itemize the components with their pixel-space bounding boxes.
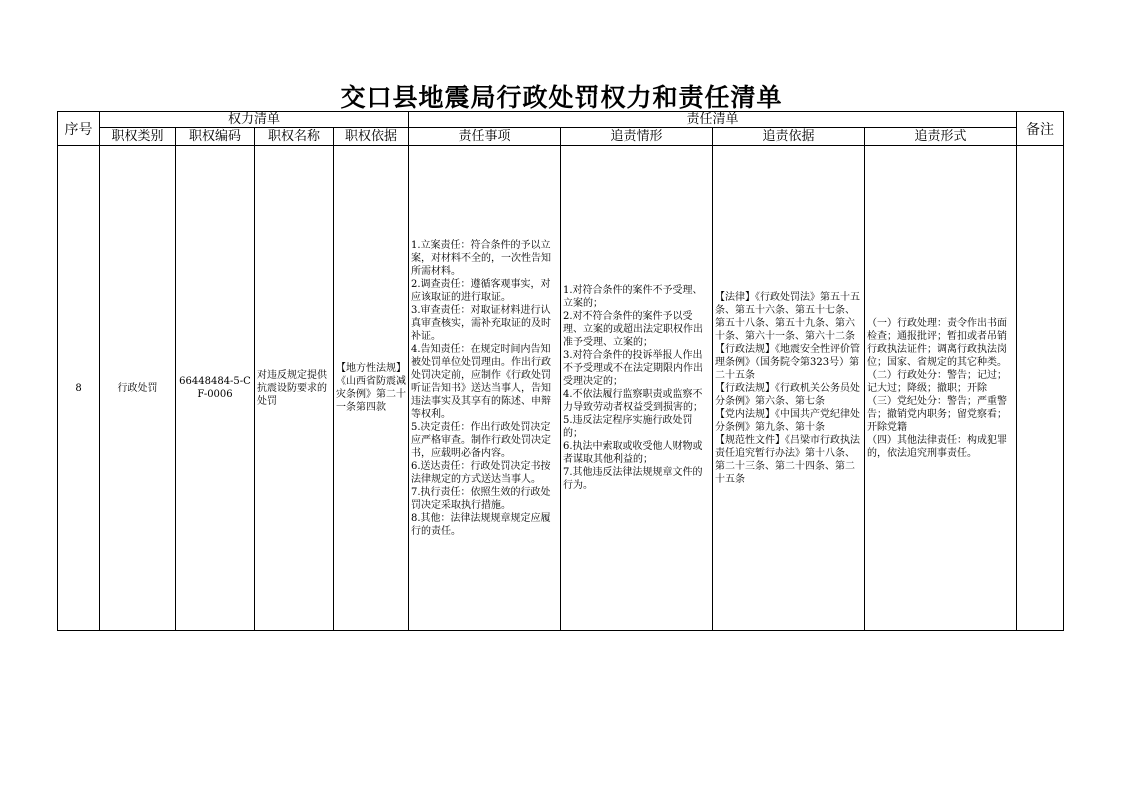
header-remark: 备注	[1017, 112, 1064, 146]
page-title: 交口县地震局行政处罚权力和责任清单	[340, 83, 783, 112]
header-seq: 序号	[58, 112, 100, 146]
cell-basis: 【地方性法规】《山西省防震减灾条例》第二十一条第四款	[334, 146, 409, 631]
header-duties: 责任事项	[409, 128, 561, 146]
cell-category: 行政处罚	[100, 146, 176, 631]
header-category: 职权类别	[100, 128, 176, 146]
cell-accountability-basis: 【法律】《行政处罚法》第五十五条、第五十六条、第五十七条、第五十八条、第五十九条、第六十条、第六十一条、第六十二条 【行政法规】《地震安全性评价管理条例》（国务院令第323号）第二十五条 【行政法规】《行政机关公务员处分条例》第六条、第七条 【党内法规】《中国共产党纪律处分条例》第九条、第十条 【规范性文件】《吕梁市行政执法责任追究暂行办法》第十八条、第二十三条、第二十四条、第二十五条	[713, 146, 865, 631]
cell-duties: 1.立案责任：符合条件的予以立案，对材料不全的，一次性告知所需材料。 2.调查责任：遵循客观事实，对应该取证的进行取证。 3.审查责任：对取证材料进行认真审查核实，需补充取证的及时补证。 4.告知责任：在规定时间内告知被处罚单位处罚理由。作出行政处罚决定前，应制作《行政处罚听证告知书》送达当事人，告知违法事实及其享有的陈述、申辩等权利。 5.决定责任：作出行政处罚决定应严格审查。制作行政处罚决定书，应载明必备内容。 6.送达责任：行政处罚决定书按法律规定的方式送达当事人。 7.执行责任：依照生效的行政处罚决定采取执行措施。 8.其他：法律法规规章规定应履行的责任。	[409, 146, 561, 631]
header-accountability-forms: 追责形式	[865, 128, 1017, 146]
cell-remark	[1017, 146, 1064, 631]
cell-code: 66448484-5-CF-0006	[176, 146, 255, 631]
cell-accountability-forms: （一）行政处理：责令作出书面检查；通报批评；暂扣或者吊销行政执法证件；调离行政执法岗位；国家、省规定的其它种类。 （二）行政处分：警告；记过；记大过；降级；撤职；开除 （三）党纪处分：警告；严重警告；撤销党内职务；留党察看；开除党籍 （四）其他法律责任：构成犯罪的，依法追究刑事责任。	[865, 146, 1017, 631]
header-responsibility-list: 责任清单	[409, 112, 1017, 128]
cell-seq: 8	[58, 146, 100, 631]
header-name: 职权名称	[255, 128, 334, 146]
cell-accountability-cases: 1.对符合条件的案件不予受理、立案的； 2.对不符合条件的案件予以受理、立案的或超出法定职权作出准予受理、立案的； 3.对符合条件的投诉举报人作出不予受理或不在法定期限内作出受理决定的； 4.不依法履行监察职责或监察不力导致劳动者权益受到损害的； 5.违反法定程序实施行政处罚的； 6.执法中索取或收受他人财物或者谋取其他利益的； 7.其他违反法律法规规章文件的行为。	[561, 146, 713, 631]
table-row	[58, 146, 1064, 631]
header-code: 职权编码	[176, 128, 255, 146]
cell-name: 对违反规定提供抗震设防要求的处罚	[255, 146, 334, 631]
header-accountability-basis: 追责依据	[713, 128, 865, 146]
header-basis: 职权依据	[334, 128, 409, 146]
header-power-list: 权力清单	[100, 112, 409, 128]
header-accountability-cases: 追责情形	[561, 128, 713, 146]
responsibility-table	[57, 111, 1064, 631]
